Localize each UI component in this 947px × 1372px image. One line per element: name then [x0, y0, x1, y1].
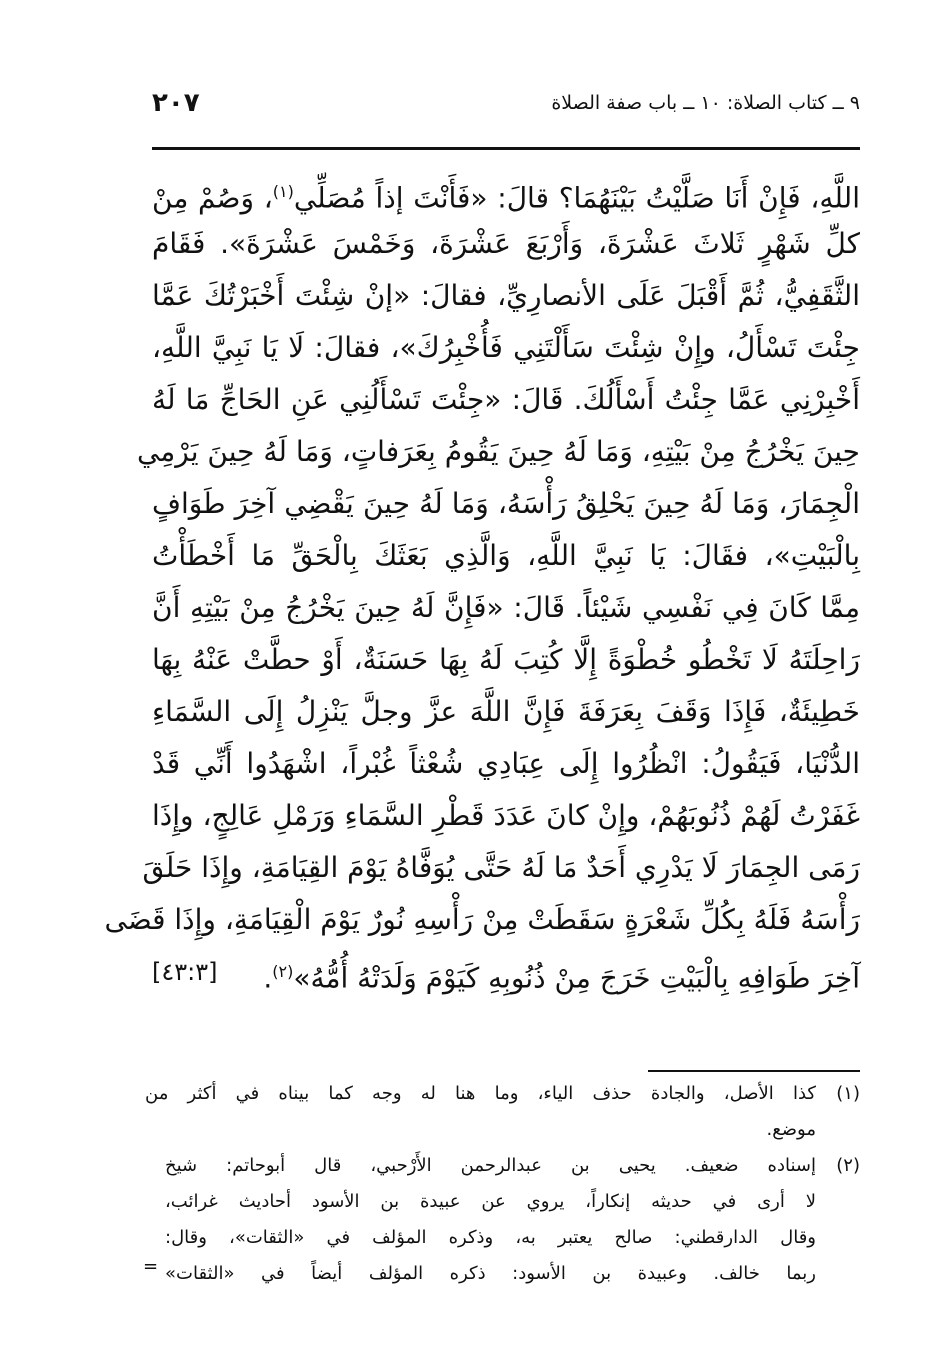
- text-line: الْجِمَارَ، وَمَا لَهُ حِينَ يَحْلِقُ رَأْسَهُ، وَمَا لَهُ حِينَ يَقْضِي آخِرَ طَوَافٍ: [152, 487, 860, 520]
- footnote-line: كذا الأصل، والجادة حذف الياء، وما هنا له وجه كما بيناه في أكثر من: [145, 1083, 816, 1104]
- text-segment: آخِرَ طَوَافِهِ بِالْبَيْتِ خَرَجَ مِنْ ذُنُوبِهِ كَيَوْمَ وَلَدَتْهُ أُمُّهُ»: [293, 961, 860, 995]
- text-line: أَخْبِرْنِي عَمَّا جِئْتُ أَسْأَلُكَ. قَالَ: «جِئْتَ تَسْأَلُنِي عَنِ الحَاجِّ مَا لَهُ: [152, 383, 860, 416]
- text-line: حِينَ يَخْرُجُ مِنْ بَيْتِهِ، وَمَا لَهُ حِينَ يَقُومُ بِعَرَفاتٍ، وَمَا لَهُ حِينَ يَرْمِي: [136, 435, 860, 468]
- footnote-line: وقال الدارقطني: صالح يعتبر به، وذكره المؤلف في «الثقات»، وقال:: [165, 1227, 816, 1248]
- continuation-mark: =: [143, 1256, 159, 1277]
- footnote-number: (٢): [836, 1155, 860, 1176]
- page-header: [152, 88, 860, 128]
- footnote-ref: (٢): [272, 962, 294, 981]
- citation: [٤٣:٣]: [152, 958, 218, 986]
- footnote-line: لا أرى في حديثه إنكاراً، يروي عن عبيدة بن الأسود أحاديث غرائب،: [165, 1191, 816, 1212]
- text-line: رَمَى الجِمَارَ لَا يَدْرِي أَحَدٌ مَا لَهُ حَتَّى يُوَفَّاهُ يَوْمَ القِيَامَةِ، وإِذَا حَلَقَ: [142, 851, 860, 884]
- footnote-line: موضع.: [766, 1119, 816, 1140]
- text-line: جِئْتَ تَسْأَلُ، وإِنْ شِئْتَ سَأَلْتَنِي فَأُخْبِرُكَ»، فقالَ: لَا يَا نَبِيَّ اللَّهِ،: [152, 331, 860, 364]
- running-head: ٩ ــ كتاب الصلاة: ١٠ ــ باب صفة الصلاة: [551, 92, 860, 114]
- text-line: بِالْبَيْتِ»، فقَالَ: يَا نَبِيَّ اللَّهِ، وَالَّذِي بَعَثَكَ بِالْحَقِّ مَا أَخْطَأْتُ: [152, 539, 860, 572]
- page-number: ٢٠٧: [152, 88, 200, 118]
- text-line: كلِّ شَهْرٍ ثَلاثَ عَشْرَةَ، وَأَرْبَعَ عَشْرَةَ، وَخَمْسَ عَشْرَةَ». فَقَامَ: [152, 227, 860, 260]
- text-line: مِمَّا كَانَ فِي نَفْسِي شَيْئاً. قَالَ: «فَإِنَّ لَهُ حِينَ يَخْرُجُ مِنْ بَيْتِهِ أَنَّ: [152, 591, 860, 624]
- footnote-line: إسناده ضعيف. يحيى بن عبدالرحمن الأَرْحبي، قال أبوحاتم: شيخ: [165, 1155, 816, 1176]
- text-segment: اللَّهِ، فَإِنْ أَنَا صَلَّيْتُ بَيْنَهُمَا؟ قالَ: «فَأَنْتَ إذاً مُصَلِّي: [293, 181, 860, 215]
- text-line: [152, 946, 860, 998]
- text-line: [152, 166, 860, 218]
- text-segment: ، وَصُمْ مِنْ: [152, 181, 273, 215]
- footnote: [145, 1076, 860, 1148]
- text-segment: .: [263, 961, 273, 995]
- text-line: رَاحِلَتَهُ لَا تَخْطُو خُطْوَةً إِلَّا كُتِبَ لَهُ بِهَا حَسَنَةٌ، أَوْ حطَّتْ عَنْهُ بِهَا: [152, 643, 860, 676]
- footnote-rule: [648, 1070, 860, 1072]
- text-line: خَطِيئَةٌ، فَإِذَا وَقَفَ بِعَرَفَةَ فَإِنَّ اللَّهَ عزَّ وجلَّ يَنْزِلُ إِلَى السَّمَاءِ: [152, 695, 860, 728]
- text-line: الدُّنْيَا، فَيَقُولُ: انْظُرُوا إِلَى عِبَادِي شُعْثاً غُبْراً، اشْهَدُوا أَنِّي قَدْ: [152, 747, 860, 780]
- text-line: غَفَرْتُ لَهُمْ ذُنُوبَهُمْ، وإِنْ كانَ عَدَدَ قَطْرِ السَّمَاءِ وَرَمْلِ عَالِجٍ، وإِذَا: [152, 799, 860, 832]
- footnote-number: (١): [836, 1083, 860, 1104]
- text-line: رَأْسَهُ فَلَهُ بِكُلِّ شَعْرَةٍ سَقَطَتْ مِنْ رَأْسِهِ نُورٌ يَوْمَ الْقِيَامَةِ، وإِذَا قَضَى: [104, 903, 860, 936]
- footnotes: [145, 1076, 860, 1292]
- footnote-line: ربما خالف. وعبيدة بن الأسود: ذكره المؤلف أيضاً في «الثقات»: [165, 1263, 816, 1284]
- header-rule: [152, 147, 860, 150]
- main-text: [104, 166, 860, 998]
- footnote-ref: (١): [272, 182, 294, 201]
- text-line: الثَّقَفِيُّ، ثُمَّ أَقْبَلَ عَلَى الأنصارِيِّ، فقالَ: «إنْ شِئْتَ أَخْبَرْتُكَ عَمَّا: [152, 279, 860, 312]
- footnote: [145, 1148, 860, 1292]
